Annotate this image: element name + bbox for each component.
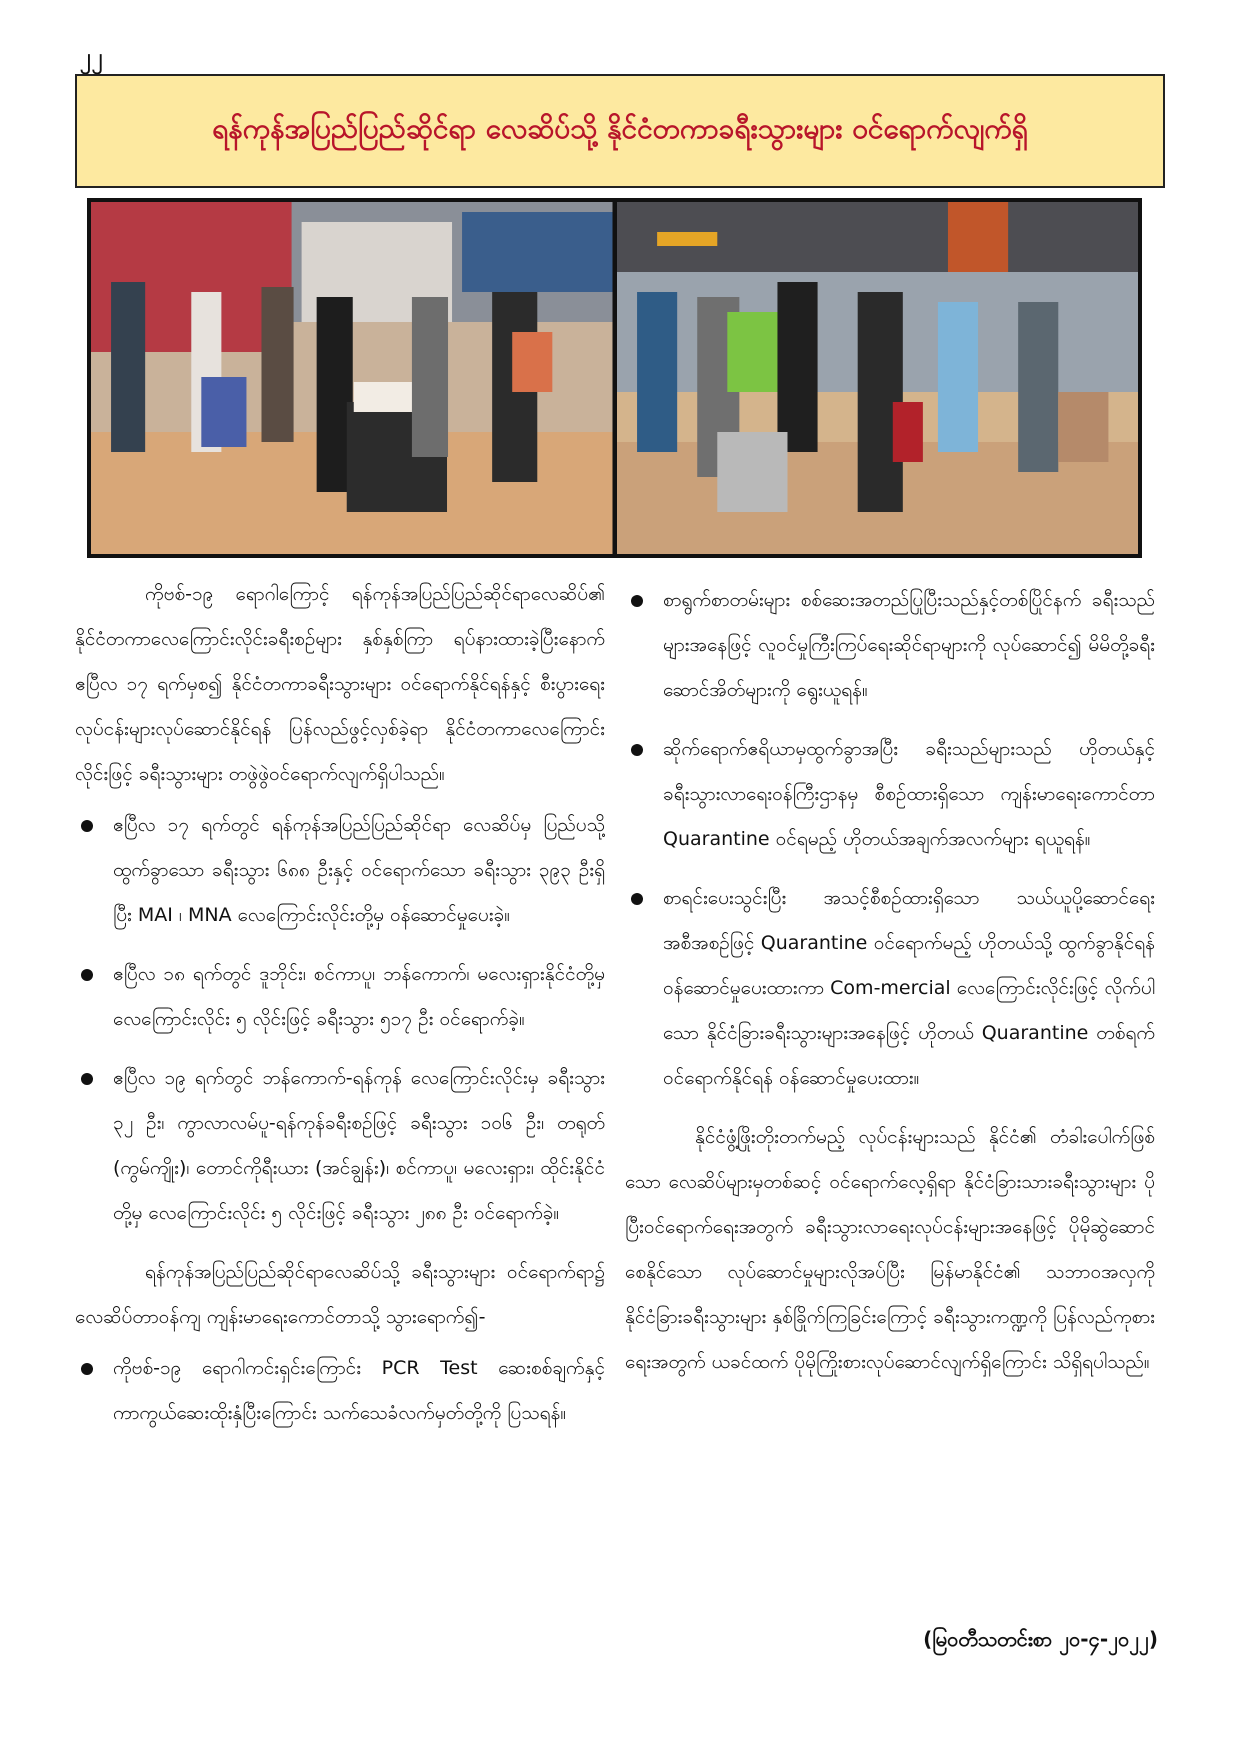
bullet-icon — [81, 1073, 93, 1085]
bullet-icon — [81, 820, 93, 832]
list-item — [75, 1346, 605, 1436]
closing-paragraph: နိုင်ငံဖွံ့ဖြိုးတိုးတက်မည့် လုပ်ငန်းများသည် နိုင်ငံ၏ တံခါးပေါက်ဖြစ်သော လေဆိပ်များမှတစ်ဆင့် ဝင်ရောက်လေ့ရှိရာ နိုင်ငံခြားသားခရီးသွားများ ပိုပြီးဝင်ရောက်ရေးအတွက် ခရီးသွားလာရေးလုပ်ငန်းများအနေဖြင့် ပိုမိုဆွဲဆောင်စေနိုင်သော လုပ်ဆောင်မှုများလိုအပ်ပြီး မြန်မာနိုင်ငံ၏ သဘာဝအလှကို နိုင်ငံခြားခရီးသွားများ နှစ်ခြိုက်ကြခြင်းကြောင့် ခရီးသွားကဏ္ဍကို ပြန်လည်ကုစားရေးအတွက် ယခင်ထက် ပိုမိုကြိုးစားလုပ်ဆောင်လျက်ရှိကြောင်း သိရှိရပါသည်။ — [625, 1126, 1155, 1373]
bullet-icon — [631, 595, 643, 607]
headline: ရန်ကုန်အပြည်ပြည်ဆိုင်ရာ လေဆိပ်သို့ နိုင်ငံတကာခရီးသွားများ ဝင်ရောက်လျက်ရှိ — [212, 112, 1028, 145]
list-item-text: စာရင်းပေးသွင်းပြီး အသင့်စီစဉ်ထားရှိသော သယ်ယူပို့ဆောင်ရေးအစီအစဉ်ဖြင့် Quarantine ဝင်ရောက်မည့် ဟိုတယ်သို့ ထွက်ခွာနိုင်ရန် ဝန်ဆောင်မှုပေးထားကာ Com-mercial လေကြောင်းလိုင်းဖြင့် လိုက်ပါသော နိုင်ငံခြားခရီးသွားများအနေဖြင့် ဟိုတယ် Quarantine တစ်ရက်ဝင်ရောက်နိုင်ရန် ဝန်ဆောင်မှုပေးထား။ — [663, 887, 1155, 1089]
list-item — [625, 578, 1155, 713]
list-item — [75, 803, 605, 938]
checkin-queue-photo — [617, 202, 1139, 554]
list-item — [75, 1056, 605, 1236]
headline-box — [75, 74, 1165, 188]
list-item-text: ဧပြီလ ၁၈ ရက်တွင် ဒူဘိုင်း၊ စင်ကာပူ၊ ဘန်ကောက်၊ မလေးရှားနိုင်ငံတို့မှ လေကြောင်းလိုင်း ၅ လိုင်းဖြင့် ခရီးသွား ၅၁၇ ဦး ဝင်ရောက်ခဲ့။ — [113, 963, 605, 1030]
right-column — [625, 572, 1155, 1389]
list-item-text: ဧပြီလ ၁၉ ရက်တွင် ဘန်ကောက်-ရန်ကုန် လေကြောင်းလိုင်းမှ ခရီးသွား ၃၂ ဦး၊ ကွာလာလမ်ပူ-ရန်ကုန်ခရီးစဉ်ဖြင့် ခရီးသွား ၁၀၆ ဦး၊ တရုတ် (ကွမ်ကျိုး)၊ တောင်ကိုရီးယား (အင်ချွန်း)၊ စင်ကာပူ၊ မလေးရှား၊ ထိုင်းနိုင်ငံတို့မှ လေကြောင်းလိုင်း ၅ လိုင်းဖြင့် ခရီးသွား ၂၈၈ ဦး ဝင်ရောက်ခဲ့။ — [113, 1067, 605, 1224]
bullet-icon — [81, 969, 93, 981]
photo-strip — [87, 198, 1142, 558]
page-number: ၂၂ — [80, 45, 104, 70]
list-item — [625, 876, 1155, 1101]
arrival-hall-photo — [91, 202, 613, 554]
list-item-text: စာရွက်စာတမ်းများ စစ်ဆေးအတည်ပြုပြီးသည်နှင့်တစ်ပြိုင်နက် ခရီးသည်များအနေဖြင့် လူဝင်မှုကြီးကြပ်ရေးဆိုင်ရာများကို လုပ်ဆောင်၍ မိမိတို့ခရီးဆောင်အိတ်များကို ရွေးယူရန်။ — [663, 589, 1155, 701]
procedure-list-right — [625, 578, 1155, 1101]
source-credit: (မြဝတီသတင်းစာ ၂၀-၄-၂၀၂၂) — [923, 1627, 1158, 1651]
list-item-text: ဧပြီလ ၁၇ ရက်တွင် ရန်ကုန်အပြည်ပြည်ဆိုင်ရာ လေဆိပ်မှ ပြည်ပသို့ ထွက်ခွာသော ခရီးသွား ၆၈၈ ဦးနှင့် ဝင်ရောက်သော ခရီးသွား ၃၉၃ ဦးရှိပြီး MAI ၊ MNA လေကြောင်းလိုင်းတို့မှ ဝန်ဆောင်မှုပေးခဲ့။ — [113, 814, 605, 926]
bullet-icon — [631, 893, 643, 905]
intro-paragraph: ကိုဗစ်-၁၉ ရောဂါကြောင့် ရန်ကုန်အပြည်ပြည်ဆိုင်ရာလေဆိပ်၏ နိုင်ငံတကာလေကြောင်းလိုင်းခရီးစဉ်များ နှစ်နှစ်ကြာ ရပ်နားထားခဲ့ပြီးနောက် ဧပြီလ ၁၇ ရက်မှစ၍ နိုင်ငံတကာခရီးသွားများ ဝင်ရောက်နိုင်ရန်နှင့် စီးပွားရေးလုပ်ငန်းများလုပ်ဆောင်နိုင်ရန် ပြန်လည်ဖွင့်လှစ်ခဲ့ရာ နိုင်ငံတကာလေကြောင်းလိုင်းဖြင့် ခရီးသွားများ တဖွဲဖွဲဝင်ရောက်လျက်ရှိပါသည်။ — [75, 583, 605, 785]
list-item — [75, 952, 605, 1042]
procedure-paragraph: ရန်ကုန်အပြည်ပြည်ဆိုင်ရာလေဆိပ်သို့ ခရီးသွားများ ဝင်ရောက်ရာ၌ လေဆိပ်တာဝန်ကျ ကျန်းမာရေးကောင်တာသို့ သွားရောက်၍- — [75, 1261, 605, 1328]
left-column — [75, 572, 605, 1450]
arrival-stats-list — [75, 803, 605, 1236]
list-item-text: ကိုဗစ်-၁၉ ရောဂါကင်းရှင်းကြောင်း PCR Test ဆေးစစ်ချက်နှင့် ကာကွယ်ဆေးထိုးနှံပြီးကြောင်း သက်သေခံလက်မှတ်တို့ကို ပြသရန်။ — [113, 1357, 605, 1424]
list-item-text: ဆိုက်ရောက်ဧရိယာမှထွက်ခွာအပြီး ခရီးသည်များသည် ဟိုတယ်နှင့် ခရီးသွားလာရေးဝန်ကြီးဌာနမှ စီစဉ်ထားရှိသော ကျန်းမာရေးကောင်တာ Quarantine ဝင်ရမည့် ဟိုတယ်အချက်အလက်များ ရယူရန်။ — [663, 738, 1155, 850]
bullet-icon — [81, 1363, 93, 1375]
list-item — [625, 727, 1155, 862]
bullet-icon — [631, 744, 643, 756]
procedure-list-left — [75, 1346, 605, 1436]
